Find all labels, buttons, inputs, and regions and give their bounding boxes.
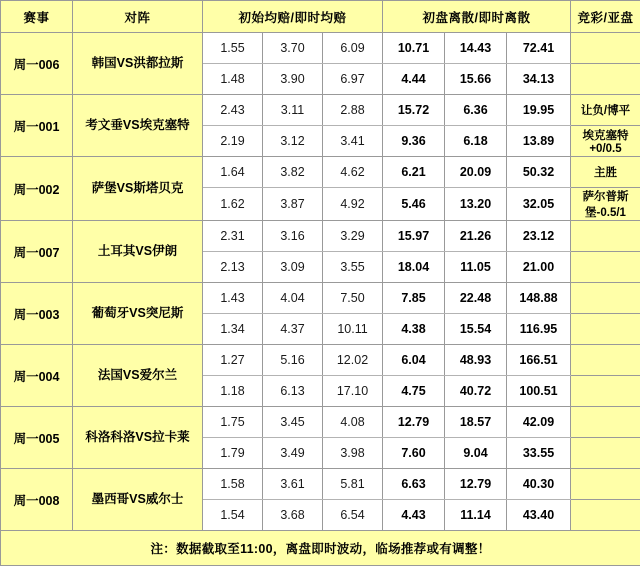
initial-odds-away: 7.50 — [323, 283, 383, 314]
live-disp-away: 32.05 — [507, 188, 571, 221]
match-teams: 考文垂VS埃克塞特 — [73, 95, 203, 157]
initial-disp-draw: 20.09 — [445, 157, 507, 188]
live-disp-draw: 13.20 — [445, 188, 507, 221]
initial-disp-draw: 21.26 — [445, 221, 507, 252]
live-disp-home: 4.43 — [383, 500, 445, 531]
live-odds-away: 3.41 — [323, 126, 383, 157]
initial-odds-home: 1.43 — [203, 283, 263, 314]
live-disp-draw: 15.66 — [445, 64, 507, 95]
extra-bottom — [571, 376, 640, 407]
live-odds-away: 10.11 — [323, 314, 383, 345]
live-disp-draw: 11.14 — [445, 500, 507, 531]
live-odds-draw: 3.87 — [263, 188, 323, 221]
extra-top — [571, 407, 640, 438]
live-odds-away: 4.92 — [323, 188, 383, 221]
initial-disp-home: 15.72 — [383, 95, 445, 126]
table-row — [1, 345, 640, 376]
initial-disp-away: 72.41 — [507, 33, 571, 64]
match-id: 周一006 — [1, 33, 73, 95]
footer-note: 注：数据截取至11:00，离盘即时波动，临场推荐或有调整！ — [1, 531, 640, 566]
initial-disp-home: 6.21 — [383, 157, 445, 188]
initial-disp-home: 10.71 — [383, 33, 445, 64]
table-row — [1, 469, 640, 500]
initial-disp-draw: 12.79 — [445, 469, 507, 500]
match-id: 周一003 — [1, 283, 73, 345]
initial-odds-away: 4.62 — [323, 157, 383, 188]
live-disp-home: 18.04 — [383, 252, 445, 283]
initial-odds-draw: 3.45 — [263, 407, 323, 438]
live-disp-away: 116.95 — [507, 314, 571, 345]
initial-odds-away: 2.88 — [323, 95, 383, 126]
live-odds-away: 3.55 — [323, 252, 383, 283]
initial-odds-draw: 4.04 — [263, 283, 323, 314]
initial-odds-draw: 3.82 — [263, 157, 323, 188]
live-disp-away: 21.00 — [507, 252, 571, 283]
table-row — [1, 283, 640, 314]
table-row — [1, 157, 640, 188]
live-odds-away: 17.10 — [323, 376, 383, 407]
live-disp-draw: 6.18 — [445, 126, 507, 157]
initial-odds-away: 5.81 — [323, 469, 383, 500]
header-dispersion: 初盘离散/即时离散 — [383, 1, 571, 33]
match-id: 周一005 — [1, 407, 73, 469]
match-teams: 科洛科洛VS拉卡莱 — [73, 407, 203, 469]
live-odds-draw: 3.09 — [263, 252, 323, 283]
match-id: 周一001 — [1, 95, 73, 157]
live-odds-draw: 3.12 — [263, 126, 323, 157]
initial-disp-away: 40.30 — [507, 469, 571, 500]
extra-top: 让负/博平 — [571, 95, 640, 126]
initial-odds-home: 1.58 — [203, 469, 263, 500]
extra-top — [571, 345, 640, 376]
initial-odds-home: 2.31 — [203, 221, 263, 252]
initial-disp-home: 12.79 — [383, 407, 445, 438]
initial-odds-away: 12.02 — [323, 345, 383, 376]
match-teams: 韩国VS洪都拉斯 — [73, 33, 203, 95]
match-id: 周一002 — [1, 157, 73, 221]
initial-disp-away: 148.88 — [507, 283, 571, 314]
initial-disp-home: 15.97 — [383, 221, 445, 252]
table-row — [1, 95, 640, 126]
initial-odds-home: 1.64 — [203, 157, 263, 188]
live-disp-home: 9.36 — [383, 126, 445, 157]
initial-disp-away: 42.09 — [507, 407, 571, 438]
live-odds-draw: 3.49 — [263, 438, 323, 469]
initial-disp-draw: 22.48 — [445, 283, 507, 314]
live-odds-home: 1.18 — [203, 376, 263, 407]
header-extra: 竞彩/亚盘 — [571, 1, 640, 33]
live-odds-home: 2.19 — [203, 126, 263, 157]
extra-top: 主胜 — [571, 157, 640, 188]
extra-bottom — [571, 500, 640, 531]
live-odds-home: 1.62 — [203, 188, 263, 221]
initial-disp-draw: 48.93 — [445, 345, 507, 376]
header-teams: 对阵 — [73, 1, 203, 33]
live-disp-home: 4.38 — [383, 314, 445, 345]
extra-top — [571, 469, 640, 500]
live-disp-home: 4.75 — [383, 376, 445, 407]
live-disp-draw: 11.05 — [445, 252, 507, 283]
initial-disp-home: 6.63 — [383, 469, 445, 500]
extra-bottom: 萨尔普斯堡-0.5/1 — [571, 188, 640, 221]
live-disp-draw: 15.54 — [445, 314, 507, 345]
live-disp-away: 33.55 — [507, 438, 571, 469]
live-odds-draw: 3.68 — [263, 500, 323, 531]
live-disp-home: 7.60 — [383, 438, 445, 469]
live-disp-away: 34.13 — [507, 64, 571, 95]
table-row — [1, 33, 640, 64]
initial-disp-draw: 14.43 — [445, 33, 507, 64]
table-body — [1, 33, 640, 566]
initial-disp-draw: 6.36 — [445, 95, 507, 126]
initial-odds-draw: 3.16 — [263, 221, 323, 252]
live-odds-home: 1.79 — [203, 438, 263, 469]
extra-top — [571, 283, 640, 314]
extra-bottom — [571, 314, 640, 345]
initial-odds-home: 2.43 — [203, 95, 263, 126]
initial-disp-draw: 18.57 — [445, 407, 507, 438]
live-odds-home: 1.34 — [203, 314, 263, 345]
live-odds-home: 2.13 — [203, 252, 263, 283]
initial-odds-home: 1.27 — [203, 345, 263, 376]
live-odds-draw: 6.13 — [263, 376, 323, 407]
initial-odds-draw: 3.11 — [263, 95, 323, 126]
live-disp-draw: 9.04 — [445, 438, 507, 469]
table-header — [1, 1, 640, 33]
table-row — [1, 221, 640, 252]
initial-disp-away: 50.32 — [507, 157, 571, 188]
extra-bottom — [571, 64, 640, 95]
live-odds-draw: 4.37 — [263, 314, 323, 345]
match-id: 周一004 — [1, 345, 73, 407]
initial-odds-draw: 3.70 — [263, 33, 323, 64]
live-odds-home: 1.48 — [203, 64, 263, 95]
live-odds-away: 6.97 — [323, 64, 383, 95]
extra-bottom — [571, 438, 640, 469]
extra-bottom: 埃克塞特+0/0.5 — [571, 126, 640, 157]
header-odds: 初始均赔/即时均赔 — [203, 1, 383, 33]
initial-disp-away: 23.12 — [507, 221, 571, 252]
initial-disp-home: 7.85 — [383, 283, 445, 314]
live-disp-away: 13.89 — [507, 126, 571, 157]
table-row — [1, 407, 640, 438]
match-teams: 墨西哥VS威尔士 — [73, 469, 203, 531]
live-disp-draw: 40.72 — [445, 376, 507, 407]
header-row — [1, 1, 640, 33]
match-teams: 葡萄牙VS突尼斯 — [73, 283, 203, 345]
extra-bottom — [571, 252, 640, 283]
live-disp-home: 4.44 — [383, 64, 445, 95]
live-disp-away: 43.40 — [507, 500, 571, 531]
initial-odds-home: 1.55 — [203, 33, 263, 64]
live-odds-home: 1.54 — [203, 500, 263, 531]
extra-top — [571, 33, 640, 64]
initial-odds-away: 3.29 — [323, 221, 383, 252]
live-odds-draw: 3.90 — [263, 64, 323, 95]
live-odds-away: 3.98 — [323, 438, 383, 469]
match-teams: 土耳其VS伊朗 — [73, 221, 203, 283]
live-odds-away: 6.54 — [323, 500, 383, 531]
match-id: 周一008 — [1, 469, 73, 531]
initial-disp-away: 19.95 — [507, 95, 571, 126]
match-teams: 萨堡VS斯塔贝克 — [73, 157, 203, 221]
initial-odds-home: 1.75 — [203, 407, 263, 438]
initial-odds-away: 4.08 — [323, 407, 383, 438]
live-disp-home: 5.46 — [383, 188, 445, 221]
initial-odds-away: 6.09 — [323, 33, 383, 64]
initial-disp-home: 6.04 — [383, 345, 445, 376]
initial-disp-away: 166.51 — [507, 345, 571, 376]
extra-top — [571, 221, 640, 252]
initial-odds-draw: 5.16 — [263, 345, 323, 376]
live-disp-away: 100.51 — [507, 376, 571, 407]
match-teams: 法国VS爱尔兰 — [73, 345, 203, 407]
header-match: 赛事 — [1, 1, 73, 33]
match-id: 周一007 — [1, 221, 73, 283]
initial-odds-draw: 3.61 — [263, 469, 323, 500]
